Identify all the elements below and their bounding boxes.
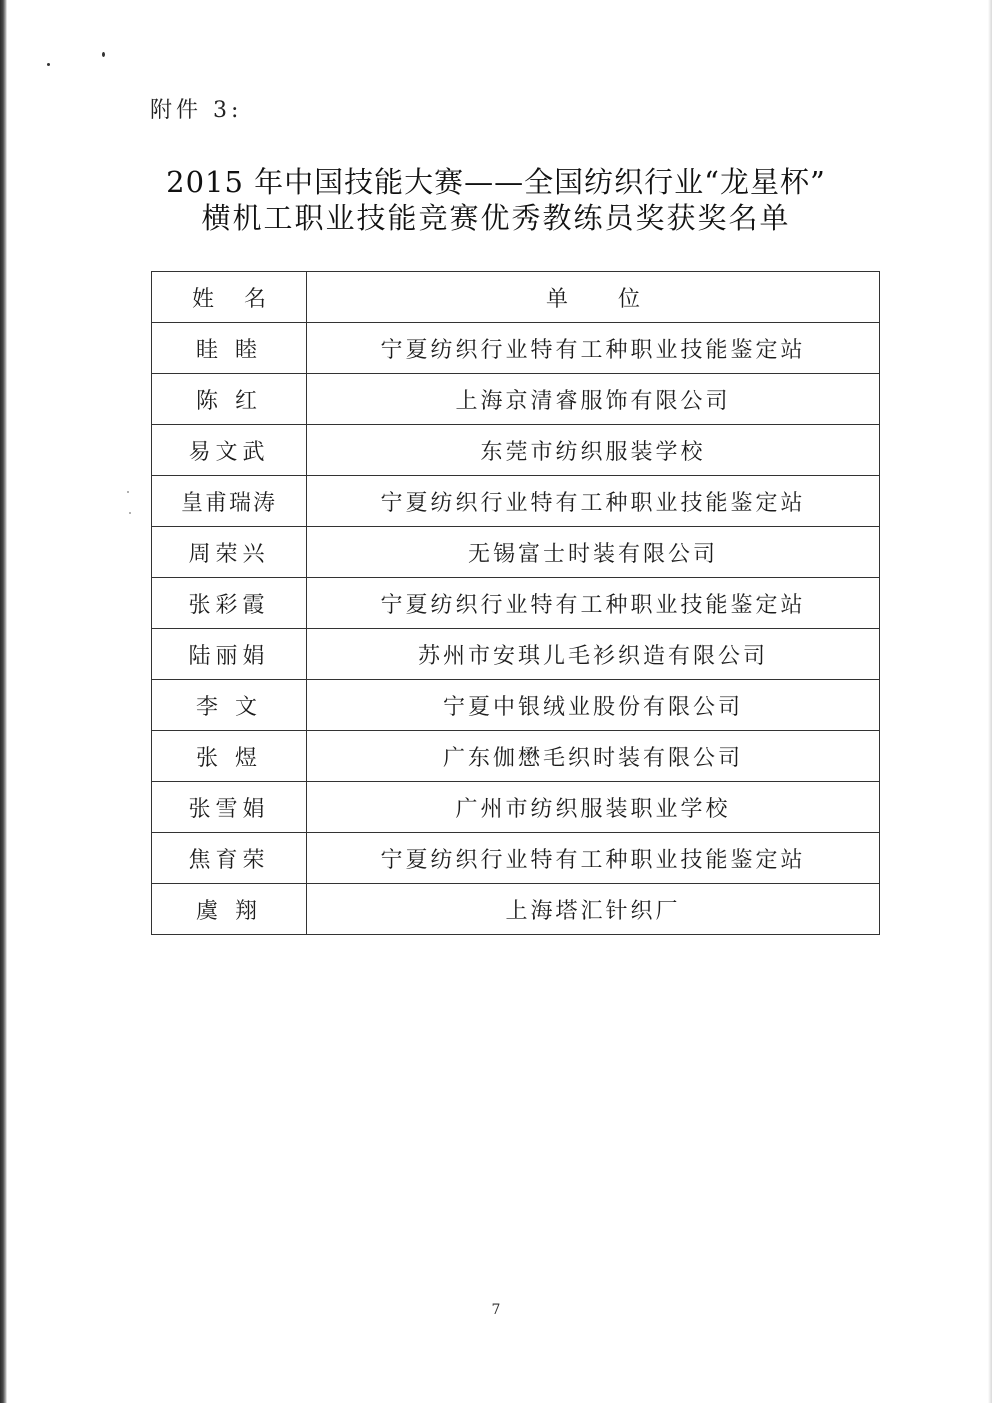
- scan-speck: [102, 52, 105, 57]
- coach-unit: 宁夏中银绒业股份有限公司: [307, 680, 880, 731]
- table-row: [152, 374, 880, 425]
- document-title-line2: 横机工职业技能竞赛优秀教练员奖获奖名单: [201, 201, 791, 235]
- table-row: [152, 527, 880, 578]
- table-row: [152, 629, 880, 680]
- coach-name: 皇甫瑞涛: [152, 476, 307, 527]
- coach-unit: 宁夏纺织行业特有工种职业技能鉴定站: [307, 833, 880, 884]
- table-row: [152, 680, 880, 731]
- scan-speck: [47, 63, 50, 66]
- attachment-label: 附件 3:: [150, 98, 243, 123]
- table-row: [152, 425, 880, 476]
- table-row: [152, 578, 880, 629]
- table-row: [152, 884, 880, 935]
- coach-unit: 上海塔汇针织厂: [307, 884, 880, 935]
- coach-name: 张 煜: [152, 731, 307, 782]
- header-name: 姓名: [152, 272, 307, 323]
- coach-unit: 广东伽懋毛织时装有限公司: [307, 731, 880, 782]
- coach-unit: 东莞市纺织服装学校: [307, 425, 880, 476]
- scan-speck: [129, 512, 131, 514]
- table-row: [152, 782, 880, 833]
- header-unit: 单位: [307, 272, 880, 323]
- coach-unit: 上海京清睿服饰有限公司: [307, 374, 880, 425]
- coach-name: 张雪娟: [152, 782, 307, 833]
- coach-name: 眭 睦: [152, 323, 307, 374]
- coach-name: 焦育荣: [152, 833, 307, 884]
- coach-unit: 宁夏纺织行业特有工种职业技能鉴定站: [307, 578, 880, 629]
- coach-unit: 苏州市安琪儿毛衫织造有限公司: [307, 629, 880, 680]
- coach-unit: 宁夏纺织行业特有工种职业技能鉴定站: [307, 323, 880, 374]
- coach-name: 陈 红: [152, 374, 307, 425]
- coach-name: 陆丽娟: [152, 629, 307, 680]
- document-title-line1: 2015 年中国技能大赛——全国纺织行业“龙星杯”: [166, 165, 826, 199]
- coach-name: 易文武: [152, 425, 307, 476]
- table-row: [152, 731, 880, 782]
- table-header-row: [152, 272, 880, 323]
- coach-name: 张彩霞: [152, 578, 307, 629]
- table-row: [152, 476, 880, 527]
- coach-name: 虞 翔: [152, 884, 307, 935]
- coach-unit: 广州市纺织服装职业学校: [307, 782, 880, 833]
- coach-unit: 无锡富士时装有限公司: [307, 527, 880, 578]
- table-row: [152, 323, 880, 374]
- scan-speck: [127, 491, 129, 493]
- page-number: 7: [491, 1302, 501, 1318]
- coach-unit: 宁夏纺织行业特有工种职业技能鉴定站: [307, 476, 880, 527]
- coach-name: 李 文: [152, 680, 307, 731]
- coach-name: 周荣兴: [152, 527, 307, 578]
- table-row: [152, 833, 880, 884]
- award-list-table: [151, 271, 880, 935]
